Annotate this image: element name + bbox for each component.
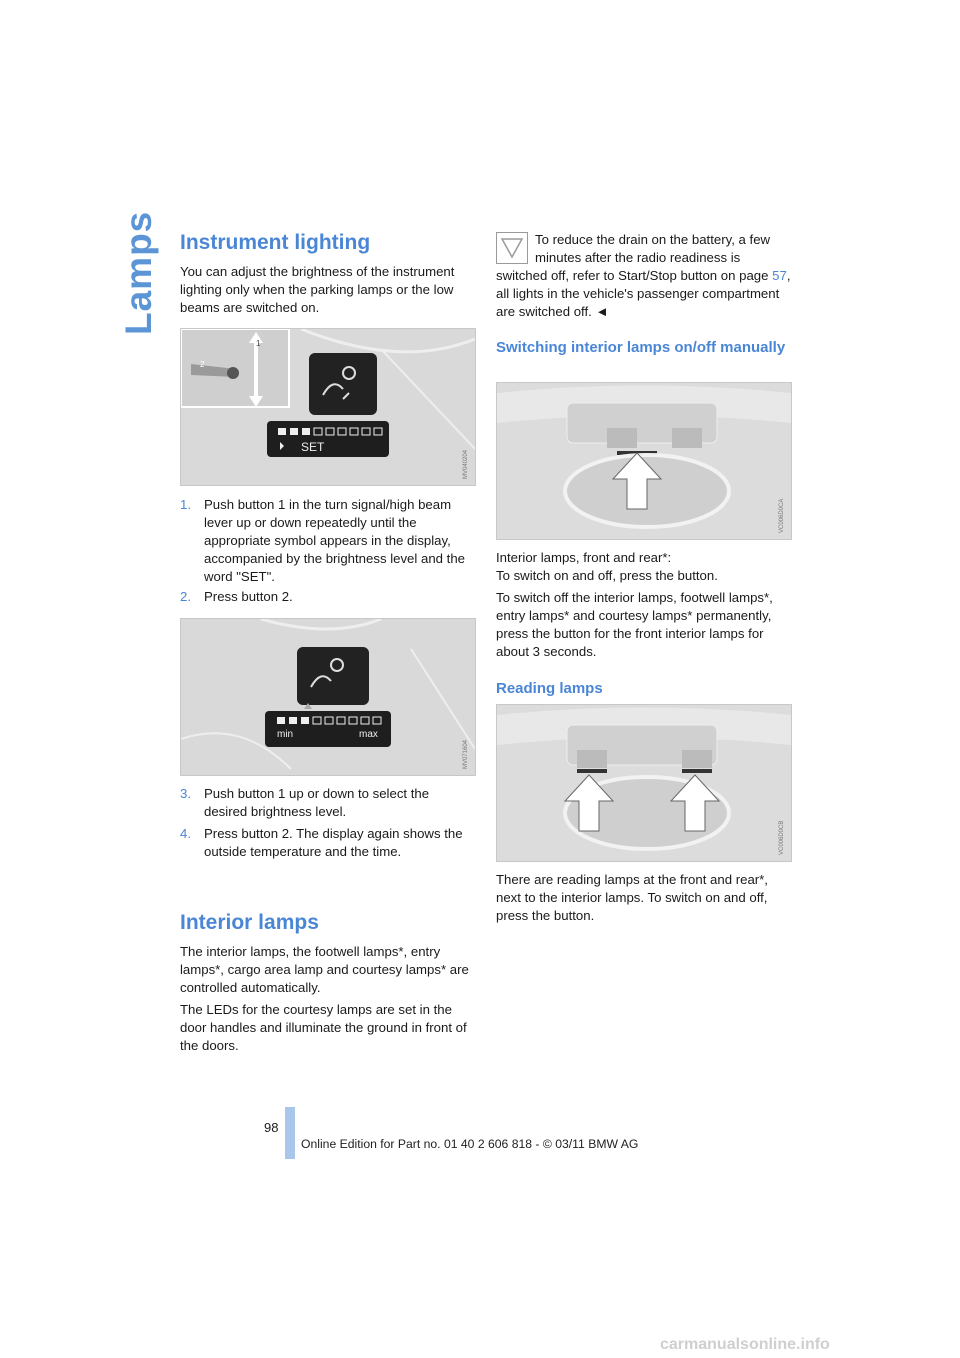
figure-interior-lamps — [496, 382, 792, 540]
note-body — [496, 267, 792, 321]
step-number: 4. — [180, 826, 191, 841]
interior-p1: The interior lamps, the footwell lamps*, entry lamps*, cargo area lamp and courtesy lamps* are controlled automatically. — [180, 944, 469, 995]
step-number: 2. — [180, 589, 191, 604]
figure-code: MV040204 — [463, 449, 469, 479]
step-text: Push button 1 up or down to select the desired brightness level. — [204, 786, 430, 819]
note-line-1: To reduce the drain on the battery, a few — [535, 232, 771, 247]
note-icon — [496, 232, 528, 264]
step-text: Press button 2. — [204, 589, 293, 604]
instrument-set-illustration — [181, 329, 475, 485]
steps-list-a-2 — [180, 588, 476, 608]
end-mark-icon: ◄ — [595, 304, 609, 319]
interior-caption: Interior lamps, front and rear*: — [496, 550, 672, 565]
chapter-title: Lamps — [118, 210, 159, 335]
display-max: max — [359, 729, 378, 740]
page-link[interactable]: 57 — [772, 268, 787, 283]
figure-brightness — [180, 618, 476, 776]
interior-switch-line: To switch on and off, press the button. — [496, 568, 718, 583]
interior-switch-off: To switch off the interior lamps, footwell lamps*, entry lamps* and courtesy lamps* permanently, press the button for the front interior lamps for about 3 seconds. — [496, 590, 773, 659]
figure-instrument-set — [180, 328, 476, 486]
steps-list-b-2 — [180, 825, 476, 885]
step-number: 3. — [180, 786, 191, 801]
interior-lamps-illustration — [497, 383, 791, 539]
reading-lamps-illustration — [497, 705, 791, 861]
watermark: carmanualsonline.info — [660, 1336, 830, 1353]
note-text-a: switched off, refer to Start/Stop button on page — [496, 268, 773, 283]
page-number: 98 — [264, 1120, 279, 1135]
footer-bar — [285, 1107, 295, 1159]
brightness-illustration — [181, 619, 475, 775]
note-line-2: minutes after the radio readiness is — [535, 250, 741, 265]
note-text-b: , all lights in the vehicle's passenger compartment are switched off. — [496, 268, 791, 319]
steps-list-a — [180, 496, 476, 586]
figure-reading-lamps — [496, 704, 792, 862]
section-title-instrument: Instrument lighting — [180, 231, 371, 254]
chapter-tab — [118, 210, 159, 335]
figure-label-1: 1 — [256, 339, 261, 348]
figure-label-2: 2 — [200, 360, 205, 369]
section-title-interior: Interior lamps — [180, 911, 319, 934]
figure-code: VC006D0CB — [779, 820, 785, 855]
subsection-title-switching: Switching interior lamps on/off manually — [496, 339, 786, 356]
display-min: min — [277, 729, 294, 740]
step-text: Press button 2. The display again shows the outside temperature and the time. — [204, 826, 463, 859]
figure-code: MV071604 — [463, 739, 469, 769]
interior-p2: The LEDs for the courtesy lamps are set in the door handles and illuminate the ground in front of the doors. — [180, 1002, 467, 1053]
step-text: Push button 1 in the turn signal/high beam lever up or down repeatedly until the appropriate symbol appears in the display, accompanied by the brightness level and the word "SET". — [204, 497, 465, 584]
step-number: 1. — [180, 497, 191, 512]
reading-text: There are reading lamps at the front and rear*, next to the interior lamps. To switch on and off, press the button. — [496, 872, 768, 923]
footer-edition: Online Edition for Part no. 01 40 2 606 818 - © 03/11 BMW AG — [301, 1137, 639, 1151]
subsection-title-reading: Reading lamps — [496, 680, 603, 697]
display-set-text: SET — [301, 440, 325, 454]
figure-code: VC006D0CA — [779, 498, 785, 533]
instrument-intro: You can adjust the brightness of the instrument lighting only when the parking lamps or the low beams are switched on. — [180, 264, 455, 315]
steps-list-b — [180, 785, 476, 825]
